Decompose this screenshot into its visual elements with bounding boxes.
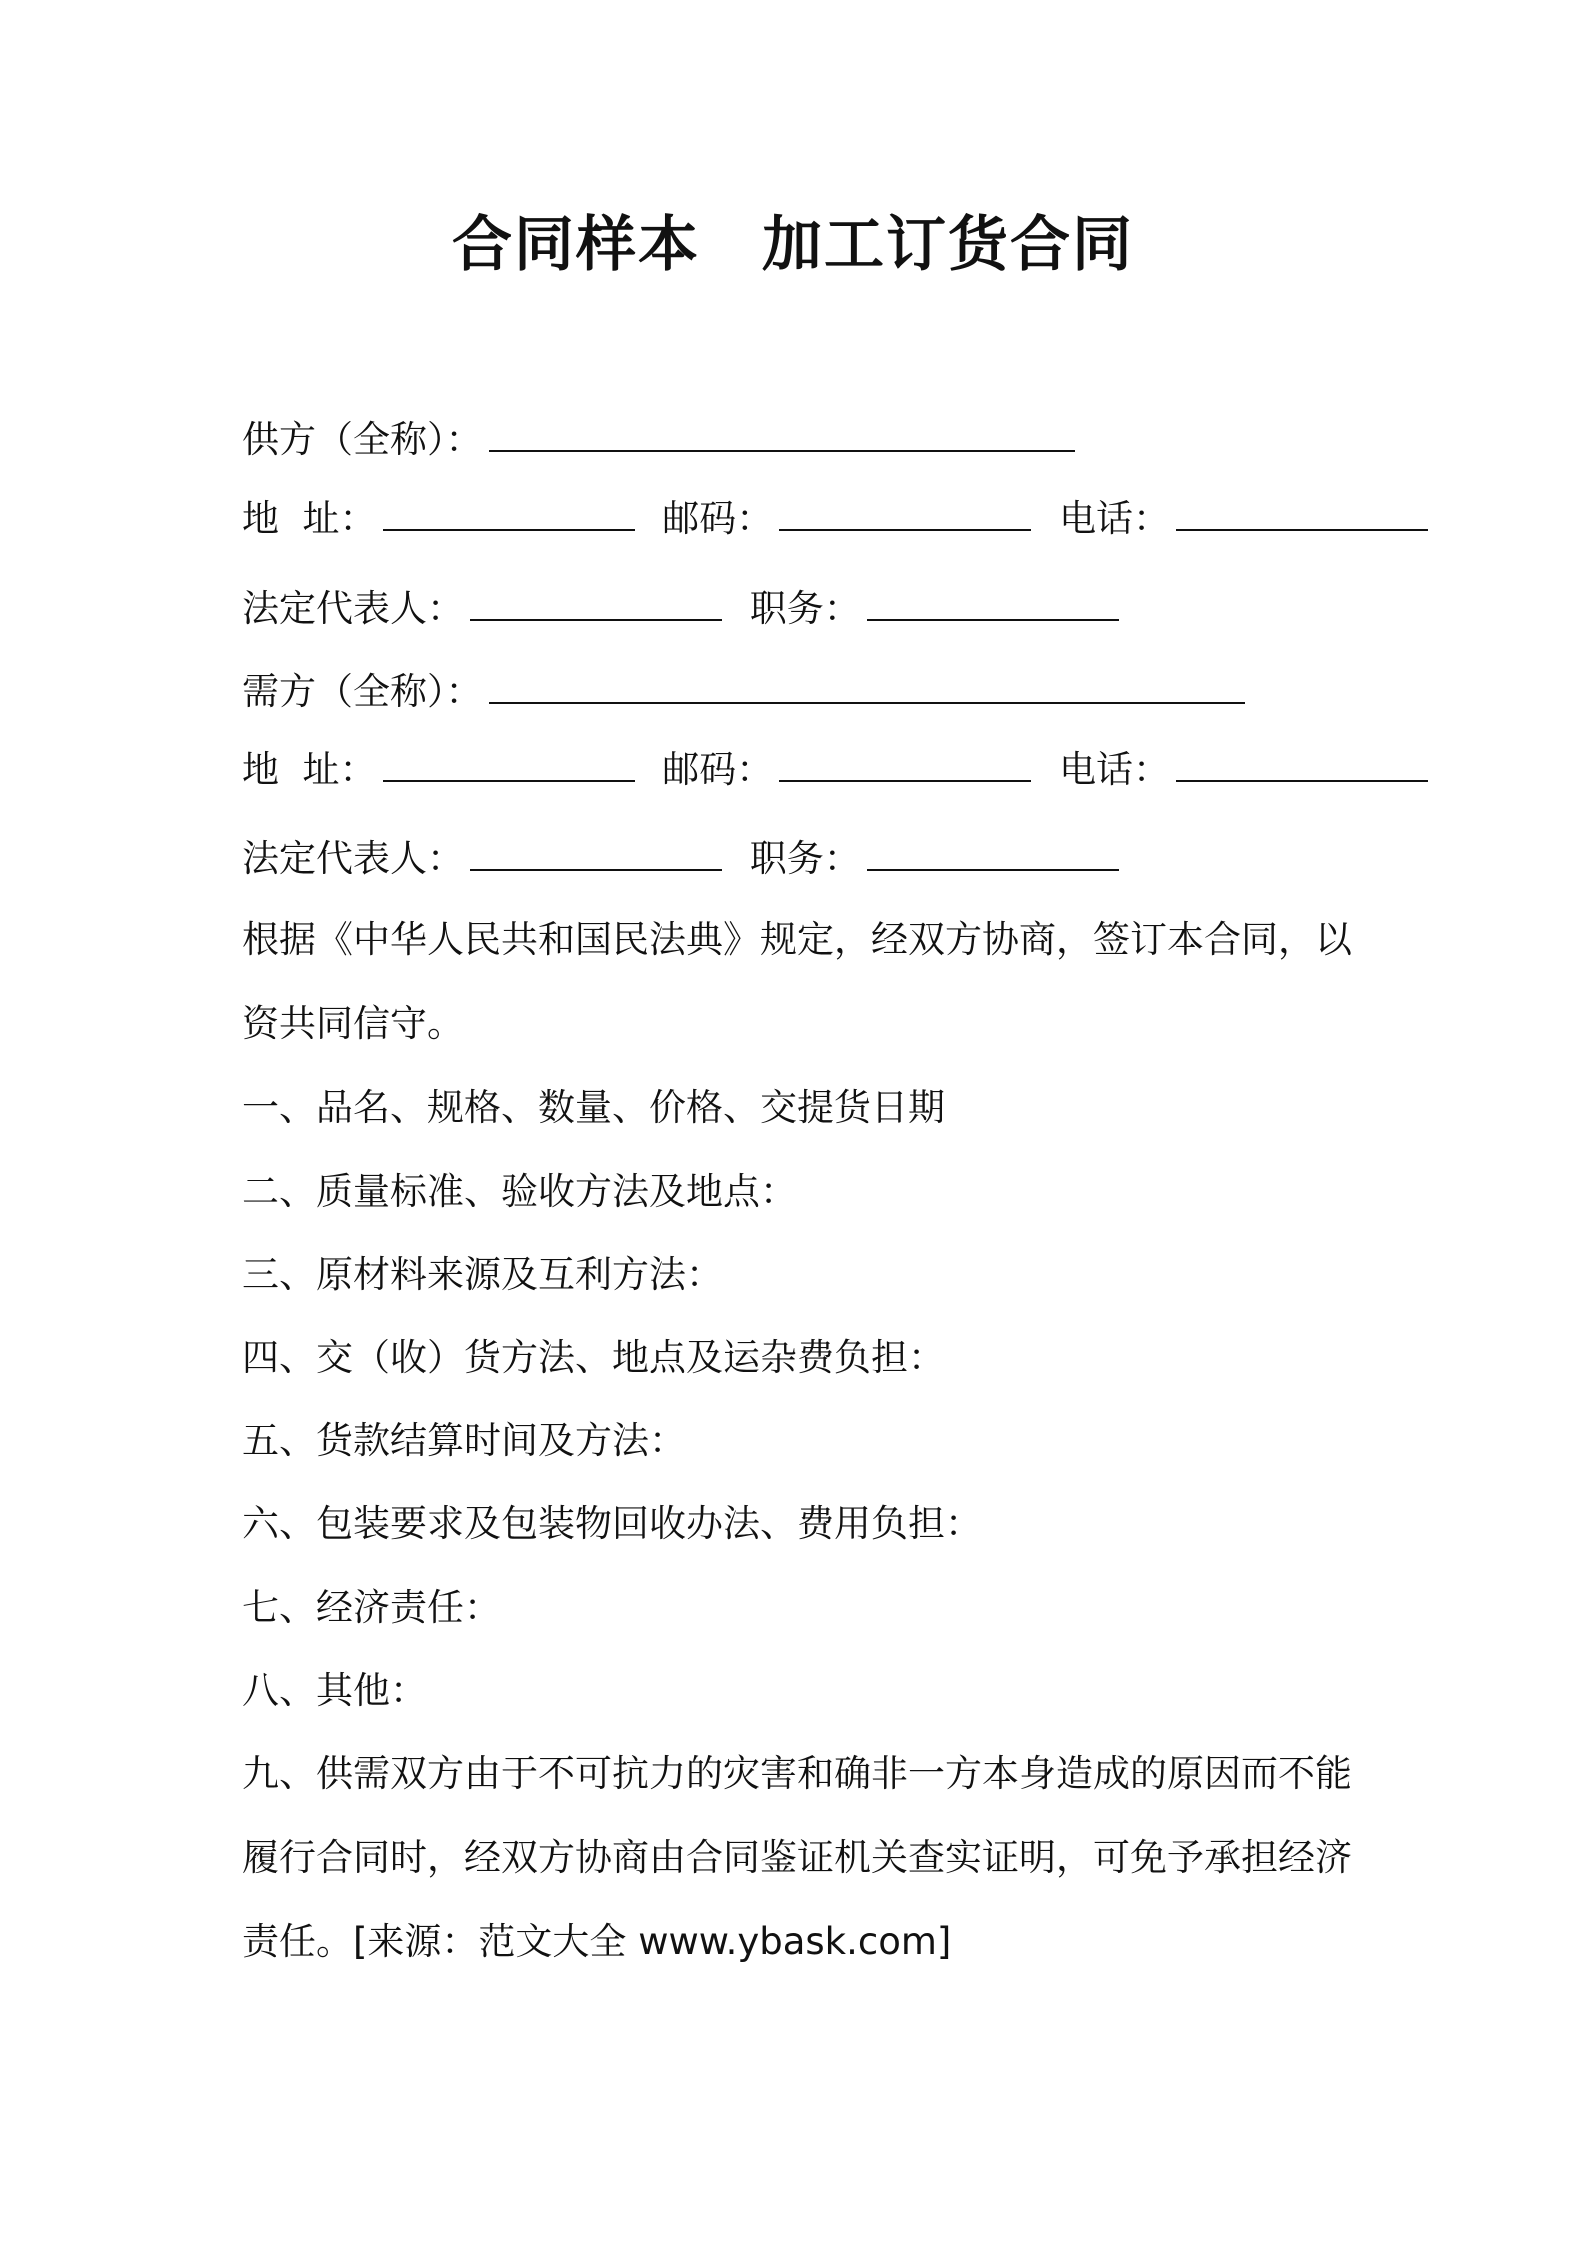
clause-5: 五、货款结算时间及方法： bbox=[242, 1419, 686, 1462]
clause-2: 二、质量标准、验收方法及地点： bbox=[242, 1170, 797, 1213]
buyer-address-blank[interactable] bbox=[383, 750, 635, 782]
buyer-name-blank[interactable] bbox=[489, 672, 1245, 704]
clause-6: 六、包装要求及包装物回收办法、费用负担： bbox=[242, 1502, 982, 1545]
buyer-address-label: 地 址： bbox=[242, 748, 377, 791]
clause-3: 三、原材料来源及互利方法： bbox=[242, 1253, 723, 1296]
supplier-postcode-label: 邮码： bbox=[662, 497, 774, 540]
supplier-phone-label: 电话： bbox=[1059, 497, 1171, 540]
buyer-name-line bbox=[242, 667, 1245, 717]
intro-paragraph: 根据《中华人民共和国民法典》规定，经双方协商，签订本合同，以资共同信守。 bbox=[242, 918, 1352, 1045]
buyer-position-blank[interactable] bbox=[867, 839, 1119, 871]
buyer-postcode-blank[interactable] bbox=[779, 750, 1031, 782]
supplier-address-blank[interactable] bbox=[383, 499, 635, 531]
supplier-phone-blank[interactable] bbox=[1176, 499, 1428, 531]
supplier-position-label: 职务： bbox=[749, 587, 861, 630]
buyer-rep-line bbox=[242, 834, 1119, 884]
buyer-position-label: 职务： bbox=[749, 837, 861, 880]
supplier-rep-blank[interactable] bbox=[470, 589, 722, 621]
buyer-rep-label: 法定代表人： bbox=[242, 837, 464, 880]
clause-7: 七、经济责任： bbox=[242, 1586, 501, 1629]
supplier-name-label: 供方（全称）： bbox=[242, 418, 483, 461]
supplier-position-blank[interactable] bbox=[867, 589, 1119, 621]
buyer-name-label: 需方（全称）： bbox=[242, 670, 483, 713]
document-title: 合同样本 加工订货合同 bbox=[452, 210, 1134, 280]
supplier-name-blank[interactable] bbox=[489, 420, 1075, 452]
buyer-phone-label: 电话： bbox=[1059, 748, 1171, 791]
supplier-address-line bbox=[242, 494, 1428, 544]
supplier-name-line bbox=[242, 415, 1075, 465]
buyer-postcode-label: 邮码： bbox=[662, 748, 774, 791]
clause-8: 八、其他： bbox=[242, 1669, 427, 1712]
buyer-rep-blank[interactable] bbox=[470, 839, 722, 871]
supplier-rep-line bbox=[242, 584, 1119, 634]
buyer-phone-blank[interactable] bbox=[1176, 750, 1428, 782]
supplier-postcode-blank[interactable] bbox=[779, 499, 1031, 531]
clause-9: 九、供需双方由于不可抗力的灾害和确非一方本身造成的原因而不能履行合同时，经双方协商由合同鉴证机关查实证明，可免予承担经济责任。[来源：范文大全 www.ybask.com] bbox=[242, 1752, 1352, 1963]
clause-4: 四、交（收）货方法、地点及运杂费负担： bbox=[242, 1336, 945, 1379]
buyer-address-line bbox=[242, 745, 1428, 795]
supplier-address-label: 地 址： bbox=[242, 497, 377, 540]
clause-1: 一、品名、规格、数量、价格、交提货日期 bbox=[242, 1086, 945, 1129]
supplier-rep-label: 法定代表人： bbox=[242, 587, 464, 630]
